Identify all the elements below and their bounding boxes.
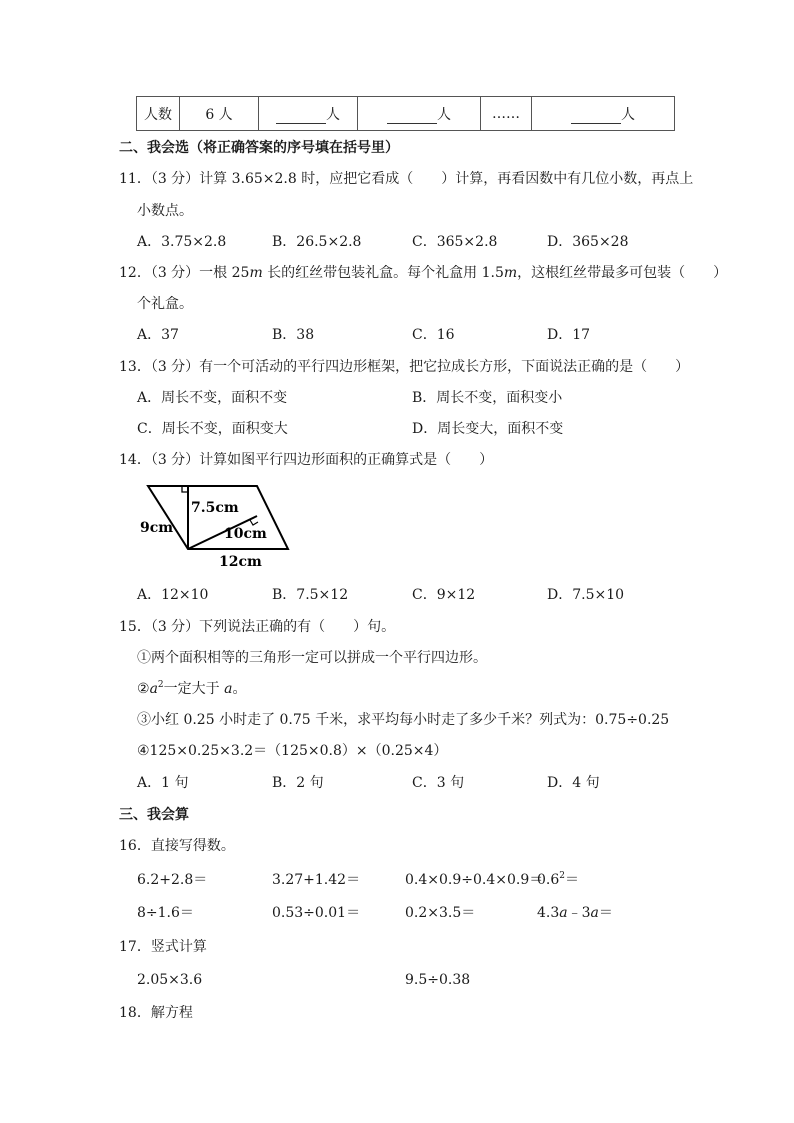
calc-item: 8÷1.6＝	[137, 905, 194, 921]
q11-option-a: A．3.75×2.8	[137, 234, 227, 250]
q15-option-a: A．1 句	[137, 775, 189, 791]
table-blank-cell	[259, 97, 358, 131]
calc-item: 0.53÷0.01＝	[272, 905, 361, 921]
q15-statement-4: ④125×0.25×3.2＝（125×0.8）×（0.25×4）	[137, 743, 448, 759]
calc-item	[537, 871, 579, 889]
q13-option-c: C．周长不变，面积变大	[137, 421, 288, 437]
fill-blank	[387, 109, 437, 124]
base-label: 12cm	[219, 554, 262, 570]
question-12-text-cont: 个礼盒。	[137, 296, 193, 312]
table-blank-cell	[532, 97, 675, 131]
calc-base: 0.6	[537, 872, 560, 888]
calc-item: 0.2×3.5＝	[405, 905, 476, 921]
variable-a: a	[559, 905, 568, 921]
q12-option-c: C．16	[412, 327, 455, 343]
unit-label: 人	[621, 106, 635, 123]
calc-part: ﹣3	[567, 905, 591, 921]
equals-sign: ＝	[598, 905, 613, 921]
q13-option-d: D．周长变大，面积不变	[412, 421, 564, 437]
table-ellipsis-cell: ……	[481, 97, 532, 131]
calc-item: 6.2+2.8＝	[137, 872, 208, 888]
people-count-table	[136, 96, 675, 131]
circled-number: ②	[137, 681, 150, 697]
vertical-calc-item: 2.05×3.6	[137, 972, 203, 988]
fill-blank	[571, 109, 621, 124]
q15-option-c: C．3 句	[412, 775, 465, 791]
section-title: 二、我会选（将正确答案的序号填在括号里）	[119, 140, 399, 156]
question-15-text: 15．（3 分）下列说法正确的有（ ）句。	[119, 619, 396, 635]
unit-m: m	[249, 265, 263, 281]
q15-option-b: B．2 句	[272, 775, 324, 791]
unit-label: 人	[437, 106, 451, 123]
q13-option-a: A．周长不变，面积不变	[137, 390, 288, 406]
exponent: 2	[559, 871, 565, 881]
q11-option-d: D．365×28	[547, 234, 629, 250]
unit-m: m	[503, 265, 518, 281]
calc-item: 3.27+1.42＝	[272, 872, 361, 888]
table-label-cell: 人数	[137, 97, 180, 131]
question-13-text: 13．（3 分）有一个可活动的平行四边形框架，把它拉成长方形，下面说法正确的是（ ）	[119, 359, 690, 375]
diagonal-height-label: 10cm	[224, 526, 267, 542]
q15-statement-2	[137, 680, 246, 698]
q15-option-d: D．4 句	[547, 775, 600, 791]
table-blank-cell	[358, 97, 481, 131]
variable-a: a	[224, 681, 233, 697]
q14-option-a: A．12×10	[137, 587, 209, 603]
statement-text: 一定大于	[163, 681, 225, 697]
q12-part: ，这根红丝带最多可包装（ ）	[517, 265, 728, 281]
question-14-text: 14．（3 分）计算如图平行四边形面积的正确算式是（ ）	[119, 452, 494, 468]
question-17-title: 17．竖式计算	[119, 939, 207, 955]
question-18-title: 18．解方程	[119, 1005, 193, 1021]
table-row	[137, 97, 675, 131]
vertical-calc-item: 9.5÷0.38	[405, 972, 471, 988]
question-11-text: 11．（3 分）计算 3.65×2.8 时，应把它看成（ ）计算，再看因数中有几位小数，再点上	[119, 171, 694, 187]
question-16-title: 16．直接写得数。	[119, 838, 235, 854]
calc-item: 0.4×0.9÷0.4×0.9＝	[405, 872, 544, 888]
variable-a: a	[590, 905, 599, 921]
statement-text: 。	[232, 681, 247, 697]
side-label: 9cm	[140, 520, 174, 536]
equals-sign: ＝	[565, 872, 579, 888]
parallelogram-outline	[148, 486, 288, 549]
calc-part: 4.3	[537, 905, 560, 921]
parallelogram-figure	[136, 476, 296, 572]
unit-label: 人	[326, 106, 340, 123]
variable-a: a	[149, 681, 158, 697]
q14-option-c: C．9×12	[412, 587, 476, 603]
q12-option-b: B．38	[272, 327, 315, 343]
q11-option-c: C．365×2.8	[412, 234, 498, 250]
right-angle-mark	[250, 520, 258, 525]
q13-option-b: B．周长不变，面积变小	[412, 390, 563, 406]
table-value-cell: 6 人	[180, 97, 259, 131]
q12-option-a: A．37	[137, 327, 179, 343]
q12-part: 长的红丝带包装礼盒。每个礼盒用 1.5	[262, 265, 504, 281]
q12-option-d: D．17	[547, 327, 591, 343]
q15-statement-3: ③小红 0.25 小时走了 0.75 千米，求平均每小时走了多少千米？列式为：0.75÷0.25	[137, 712, 670, 728]
height-label: 7.5cm	[191, 500, 239, 516]
exponent: 2	[157, 680, 164, 690]
q12-part: 12．（3 分）一根 25	[119, 265, 250, 281]
q14-option-b: B．7.5×12	[272, 587, 349, 603]
question-11-text-cont: 小数点。	[137, 203, 193, 219]
q11-option-b: B．26.5×2.8	[272, 234, 362, 250]
calc-item	[537, 904, 613, 922]
q15-statement-1: ①两个面积相等的三角形一定可以拼成一个平行四边形。	[137, 650, 487, 666]
fill-blank	[276, 109, 326, 124]
section-title: 三、我会算	[119, 807, 189, 823]
question-12-text	[119, 264, 727, 282]
q14-option-d: D．7.5×10	[547, 587, 625, 603]
